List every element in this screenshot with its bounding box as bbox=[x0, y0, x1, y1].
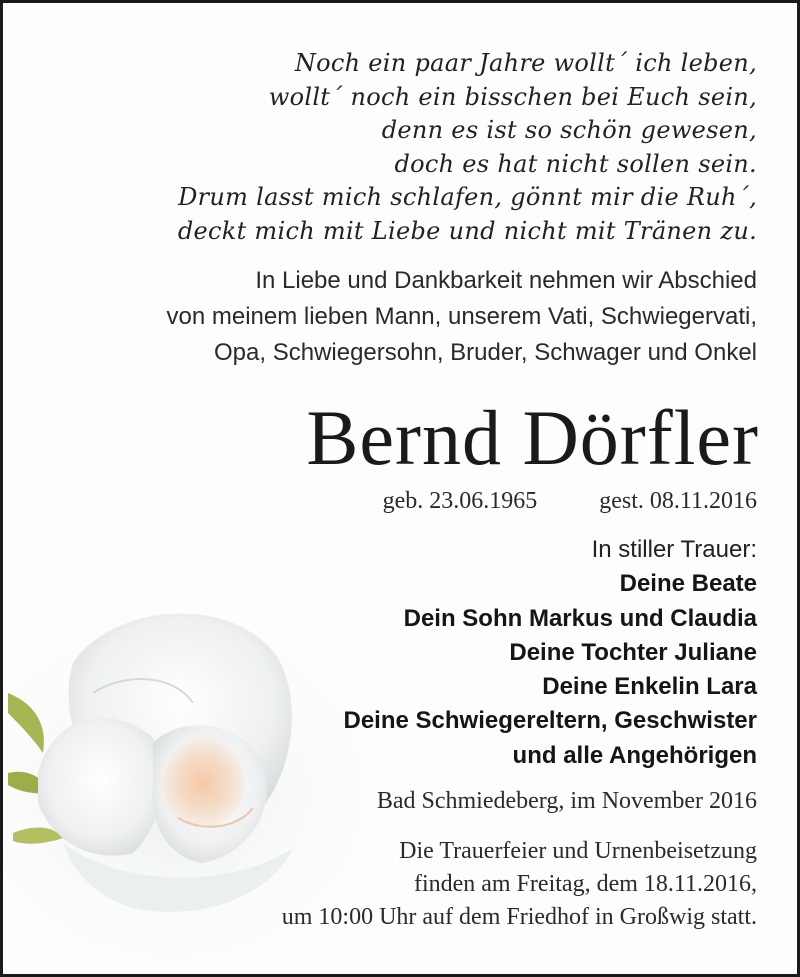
poem-line: wollt´ noch ein bisschen bei Euch sein, bbox=[268, 82, 757, 111]
mourner-entry: Deine Tochter Juliane bbox=[509, 638, 757, 666]
memorial-poem bbox=[178, 47, 757, 248]
mourning-heading: In stiller Trauer: bbox=[591, 536, 757, 563]
life-dates bbox=[383, 485, 757, 517]
poem-line: Drum lasst mich schlafen, gönnt mir die Ruh´, bbox=[178, 183, 757, 211]
death-date: gest. 08.11.2016 bbox=[599, 488, 757, 514]
intro-line: In Liebe und Dankbarkeit nehmen wir Abschied bbox=[255, 267, 757, 294]
deceased-name: Bernd Dörfler bbox=[306, 394, 759, 481]
mourners-block bbox=[344, 533, 758, 773]
mourner-entry: Dein Sohn Markus und Claudia bbox=[403, 604, 757, 632]
funeral-service-info bbox=[282, 835, 757, 934]
poem-line: deckt mich mit Liebe und nicht mit Tränen zu. bbox=[177, 216, 757, 245]
poem-line: denn es ist so schön gewesen, bbox=[381, 116, 757, 144]
poem-line: Noch ein paar Jahre wollt´ ich leben, bbox=[294, 49, 757, 77]
service-line: um 10:00 Uhr auf dem Friedhof in Großwig statt. bbox=[281, 904, 757, 930]
mourner-entry: Deine Schwiegereltern, Geschwister bbox=[343, 707, 757, 735]
intro-line: Opa, Schwiegersohn, Bruder, Schwager und Onkel bbox=[214, 339, 757, 366]
poem-line: doch es hat nicht sollen sein. bbox=[394, 149, 757, 178]
place-and-date: Bad Schmiedeberg, im November 2016 bbox=[376, 788, 757, 814]
mourner-entry: Deine Enkelin Lara bbox=[542, 673, 757, 701]
birth-date: geb. 23.06.1965 bbox=[382, 488, 538, 514]
mourner-entry: und alle Angehörigen bbox=[512, 741, 757, 769]
intro-line: von meinem lieben Mann, unserem Vati, Schwiegervati, bbox=[166, 303, 757, 330]
service-line: Die Trauerfeier und Urnenbeisetzung bbox=[399, 838, 757, 864]
mourner-entry: Deine Beate bbox=[619, 570, 757, 598]
service-line: finden am Freitag, dem 18.11.2016, bbox=[413, 871, 757, 897]
farewell-intro bbox=[166, 263, 757, 371]
